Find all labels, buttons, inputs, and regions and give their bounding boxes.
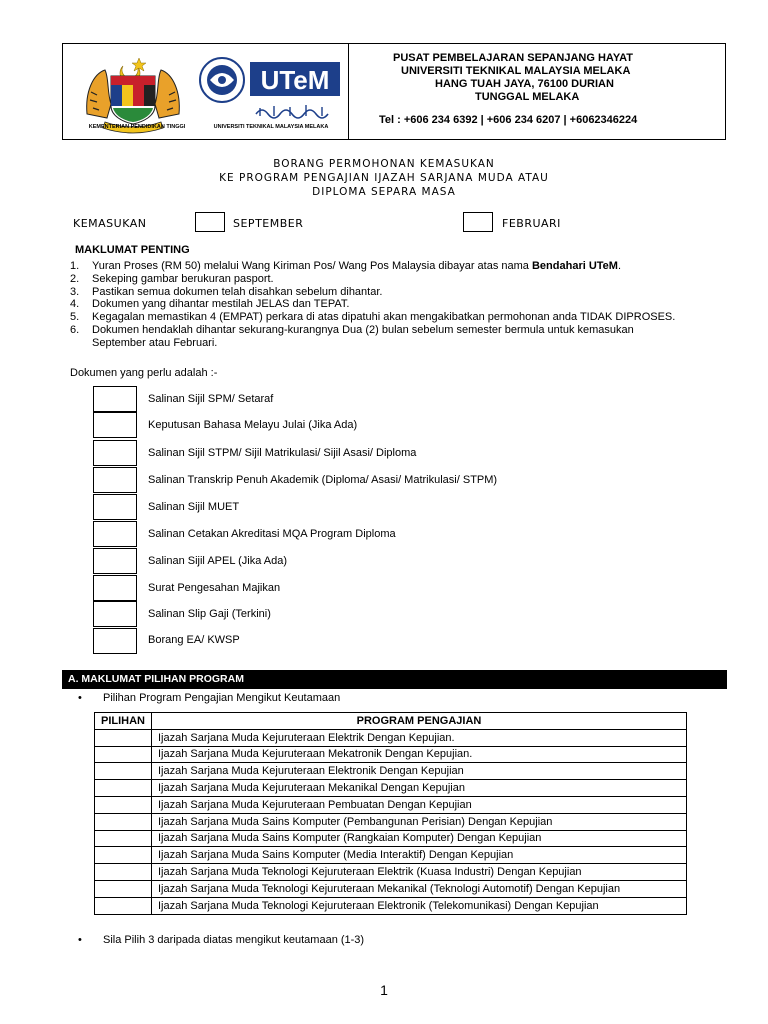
document-label: Keputusan Bahasa Melayu Julai (Jika Ada) bbox=[148, 419, 358, 431]
crest-caption: KEMENTERIAN PENDIDIKAN TINGGI bbox=[88, 124, 186, 130]
program-name: Ijazah Sarjana Muda Kejuruteraan Mekatronik Dengan Kepujian. bbox=[152, 746, 687, 763]
choice-cell[interactable] bbox=[95, 796, 152, 813]
form-title-line: KE PROGRAM PENGAJIAN IJAZAH SARJANA MUDA ATAU bbox=[219, 172, 549, 184]
document-checkbox[interactable] bbox=[93, 440, 137, 466]
program-name: Ijazah Sarjana Muda Teknologi Kejuruteraan Elektrik (Kuasa Industri) Dengan Kepujian bbox=[152, 864, 687, 881]
program-name: Ijazah Sarjana Muda Sains Komputer (Pembangunan Perisian) Dengan Kepujian bbox=[152, 813, 687, 830]
document-checkbox[interactable] bbox=[93, 386, 137, 412]
choice-cell[interactable] bbox=[95, 847, 152, 864]
choice-cell[interactable] bbox=[95, 729, 152, 746]
document-checkbox[interactable] bbox=[93, 412, 137, 438]
document-label: Salinan Sijil STPM/ Sijil Matrikulasi/ Sijil Asasi/ Diploma bbox=[148, 447, 417, 459]
program-name: Ijazah Sarjana Muda Teknologi Kejuruteraan Elektronik (Telekomunikasi) Dengan Kepujian bbox=[152, 897, 687, 914]
list-item: 1. Yuran Proses (RM 50) melalui Wang Kiriman Pos/ Wang Pos Malaysia dibayar atas nama Bendahari UTeM. bbox=[70, 260, 622, 272]
column-header-program: PROGRAM PENGAJIAN bbox=[152, 713, 687, 730]
table-row bbox=[95, 746, 687, 763]
utem-logo-text: UTeM bbox=[260, 65, 330, 95]
intake-label: KEMASUKAN bbox=[73, 217, 147, 230]
bullet-icon: • bbox=[78, 934, 82, 946]
table-row bbox=[95, 897, 687, 914]
choice-instruction: Sila Pilih 3 daripada diatas mengikut keutamaan (1-3) bbox=[103, 934, 365, 946]
column-header-pilihan: PILIHAN bbox=[95, 713, 152, 730]
program-instruction: Pilihan Program Pengajian Mengikut Keutamaan bbox=[103, 692, 341, 704]
program-name: Ijazah Sarjana Muda Sains Komputer (Rangkaian Komputer) Dengan Kepujian bbox=[152, 830, 687, 847]
address-line: TUNGGAL MELAKA bbox=[475, 91, 580, 103]
table-row bbox=[95, 796, 687, 813]
september-checkbox[interactable] bbox=[195, 212, 225, 232]
table-row bbox=[95, 864, 687, 881]
document-label: Borang EA/ KWSP bbox=[148, 634, 240, 646]
list-item: 5. Kegagalan memastikan 4 (EMPAT) perkara di atas dipatuhi akan mengakibatkan permohonan anda TIDAK DIPROSES. bbox=[70, 311, 676, 324]
utem-caption: UNIVERSITI TEKNIKAL MALAYSIA MELAKA bbox=[213, 124, 329, 130]
list-item: 4. Dokumen yang dihantar mestilah JELAS dan TEPAT. bbox=[70, 298, 350, 311]
document-label: Salinan Sijil MUET bbox=[148, 501, 240, 513]
document-checkbox[interactable] bbox=[93, 494, 137, 520]
document-label: Salinan Slip Gaji (Terkini) bbox=[148, 608, 271, 620]
document-label: Salinan Sijil SPM/ Setaraf bbox=[148, 393, 274, 405]
form-title-line: BORANG PERMOHONAN KEMASUKAN bbox=[273, 158, 495, 170]
program-name: Ijazah Sarjana Muda Kejuruteraan Pembuatan Dengan Kepujian bbox=[152, 796, 687, 813]
september-label: SEPTEMBER bbox=[233, 217, 304, 230]
list-item: 6. Dokumen hendaklah dihantar sekurang-kurangnya Dua (2) bulan sebelum semester bermula untuk kemasukan September atau Februari. bbox=[70, 323, 634, 349]
program-name: Ijazah Sarjana Muda Kejuruteraan Elektronik Dengan Kepujian bbox=[152, 763, 687, 780]
table-row bbox=[95, 729, 687, 746]
februari-label: FEBRUARI bbox=[502, 217, 561, 230]
telephone-numbers: Tel : +606 234 6392 | +606 234 6207 | +6062346224 bbox=[379, 114, 638, 126]
form-title bbox=[0, 157, 768, 199]
program-name: Ijazah Sarjana Muda Kejuruteraan Mekanikal Dengan Kepujian bbox=[152, 780, 687, 797]
choice-cell[interactable] bbox=[95, 780, 152, 797]
choice-cell[interactable] bbox=[95, 880, 152, 897]
choice-cell[interactable] bbox=[95, 746, 152, 763]
program-table bbox=[94, 712, 687, 915]
program-name: Ijazah Sarjana Muda Kejuruteraan Elektrik Dengan Kepujian. bbox=[152, 729, 687, 746]
address-line: PUSAT PEMBELAJARAN SEPANJANG HAYAT bbox=[393, 52, 634, 64]
choice-cell[interactable] bbox=[95, 897, 152, 914]
document-label: Surat Pengesahan Majikan bbox=[148, 582, 281, 594]
important-info-title: MAKLUMAT PENTING bbox=[75, 244, 190, 256]
document-checkbox[interactable] bbox=[93, 548, 137, 574]
section-a-title: A. MAKLUMAT PILIHAN PROGRAM bbox=[62, 670, 727, 689]
address-line: HANG TUAH JAYA, 76100 DURIAN bbox=[435, 78, 614, 90]
table-row bbox=[95, 780, 687, 797]
document-checkbox[interactable] bbox=[93, 628, 137, 654]
list-item: 3. Pastikan semua dokumen telah disahkan sebelum dihantar. bbox=[70, 285, 383, 298]
februari-checkbox[interactable] bbox=[463, 212, 493, 232]
document-label: Salinan Sijil APEL (Jika Ada) bbox=[148, 555, 287, 567]
documents-intro: Dokumen yang perlu adalah :- bbox=[70, 367, 218, 379]
institution-address bbox=[363, 52, 723, 127]
payee-name: Bendahari UTeM bbox=[531, 260, 618, 272]
table-row bbox=[95, 763, 687, 780]
table-row bbox=[95, 813, 687, 830]
program-name: Ijazah Sarjana Muda Teknologi Kejuruteraan Mekanikal (Teknologi Automotif) Dengan Kepujian bbox=[152, 880, 687, 897]
document-label: Salinan Transkrip Penuh Akademik (Diploma/ Asasi/ Matrikulasi/ STPM) bbox=[148, 474, 498, 486]
page-number: 1 bbox=[380, 982, 388, 998]
program-name: Ijazah Sarjana Muda Sains Komputer (Media Interaktif) Dengan Kepujian bbox=[152, 847, 687, 864]
table-row bbox=[95, 880, 687, 897]
document-checkbox[interactable] bbox=[93, 521, 137, 547]
form-title-line: DIPLOMA SEPARA MASA bbox=[312, 186, 456, 198]
choice-cell[interactable] bbox=[95, 830, 152, 847]
document-checkbox[interactable] bbox=[93, 601, 137, 627]
table-header-row bbox=[95, 713, 687, 730]
address-line: UNIVERSITI TEKNIKAL MALAYSIA MELAKA bbox=[401, 65, 631, 77]
document-checkbox[interactable] bbox=[93, 467, 137, 493]
important-info-list bbox=[70, 260, 690, 350]
bullet-icon: • bbox=[78, 692, 82, 704]
document-checkbox[interactable] bbox=[93, 575, 137, 601]
choice-cell[interactable] bbox=[95, 813, 152, 830]
header-divider bbox=[348, 44, 349, 139]
table-row bbox=[95, 830, 687, 847]
letterhead bbox=[62, 43, 726, 140]
choice-cell[interactable] bbox=[95, 864, 152, 881]
choice-cell[interactable] bbox=[95, 763, 152, 780]
table-row bbox=[95, 847, 687, 864]
document-label: Salinan Cetakan Akreditasi MQA Program Diploma bbox=[148, 528, 396, 540]
list-item: 2. Sekeping gambar berukuran pasport. bbox=[70, 272, 274, 285]
